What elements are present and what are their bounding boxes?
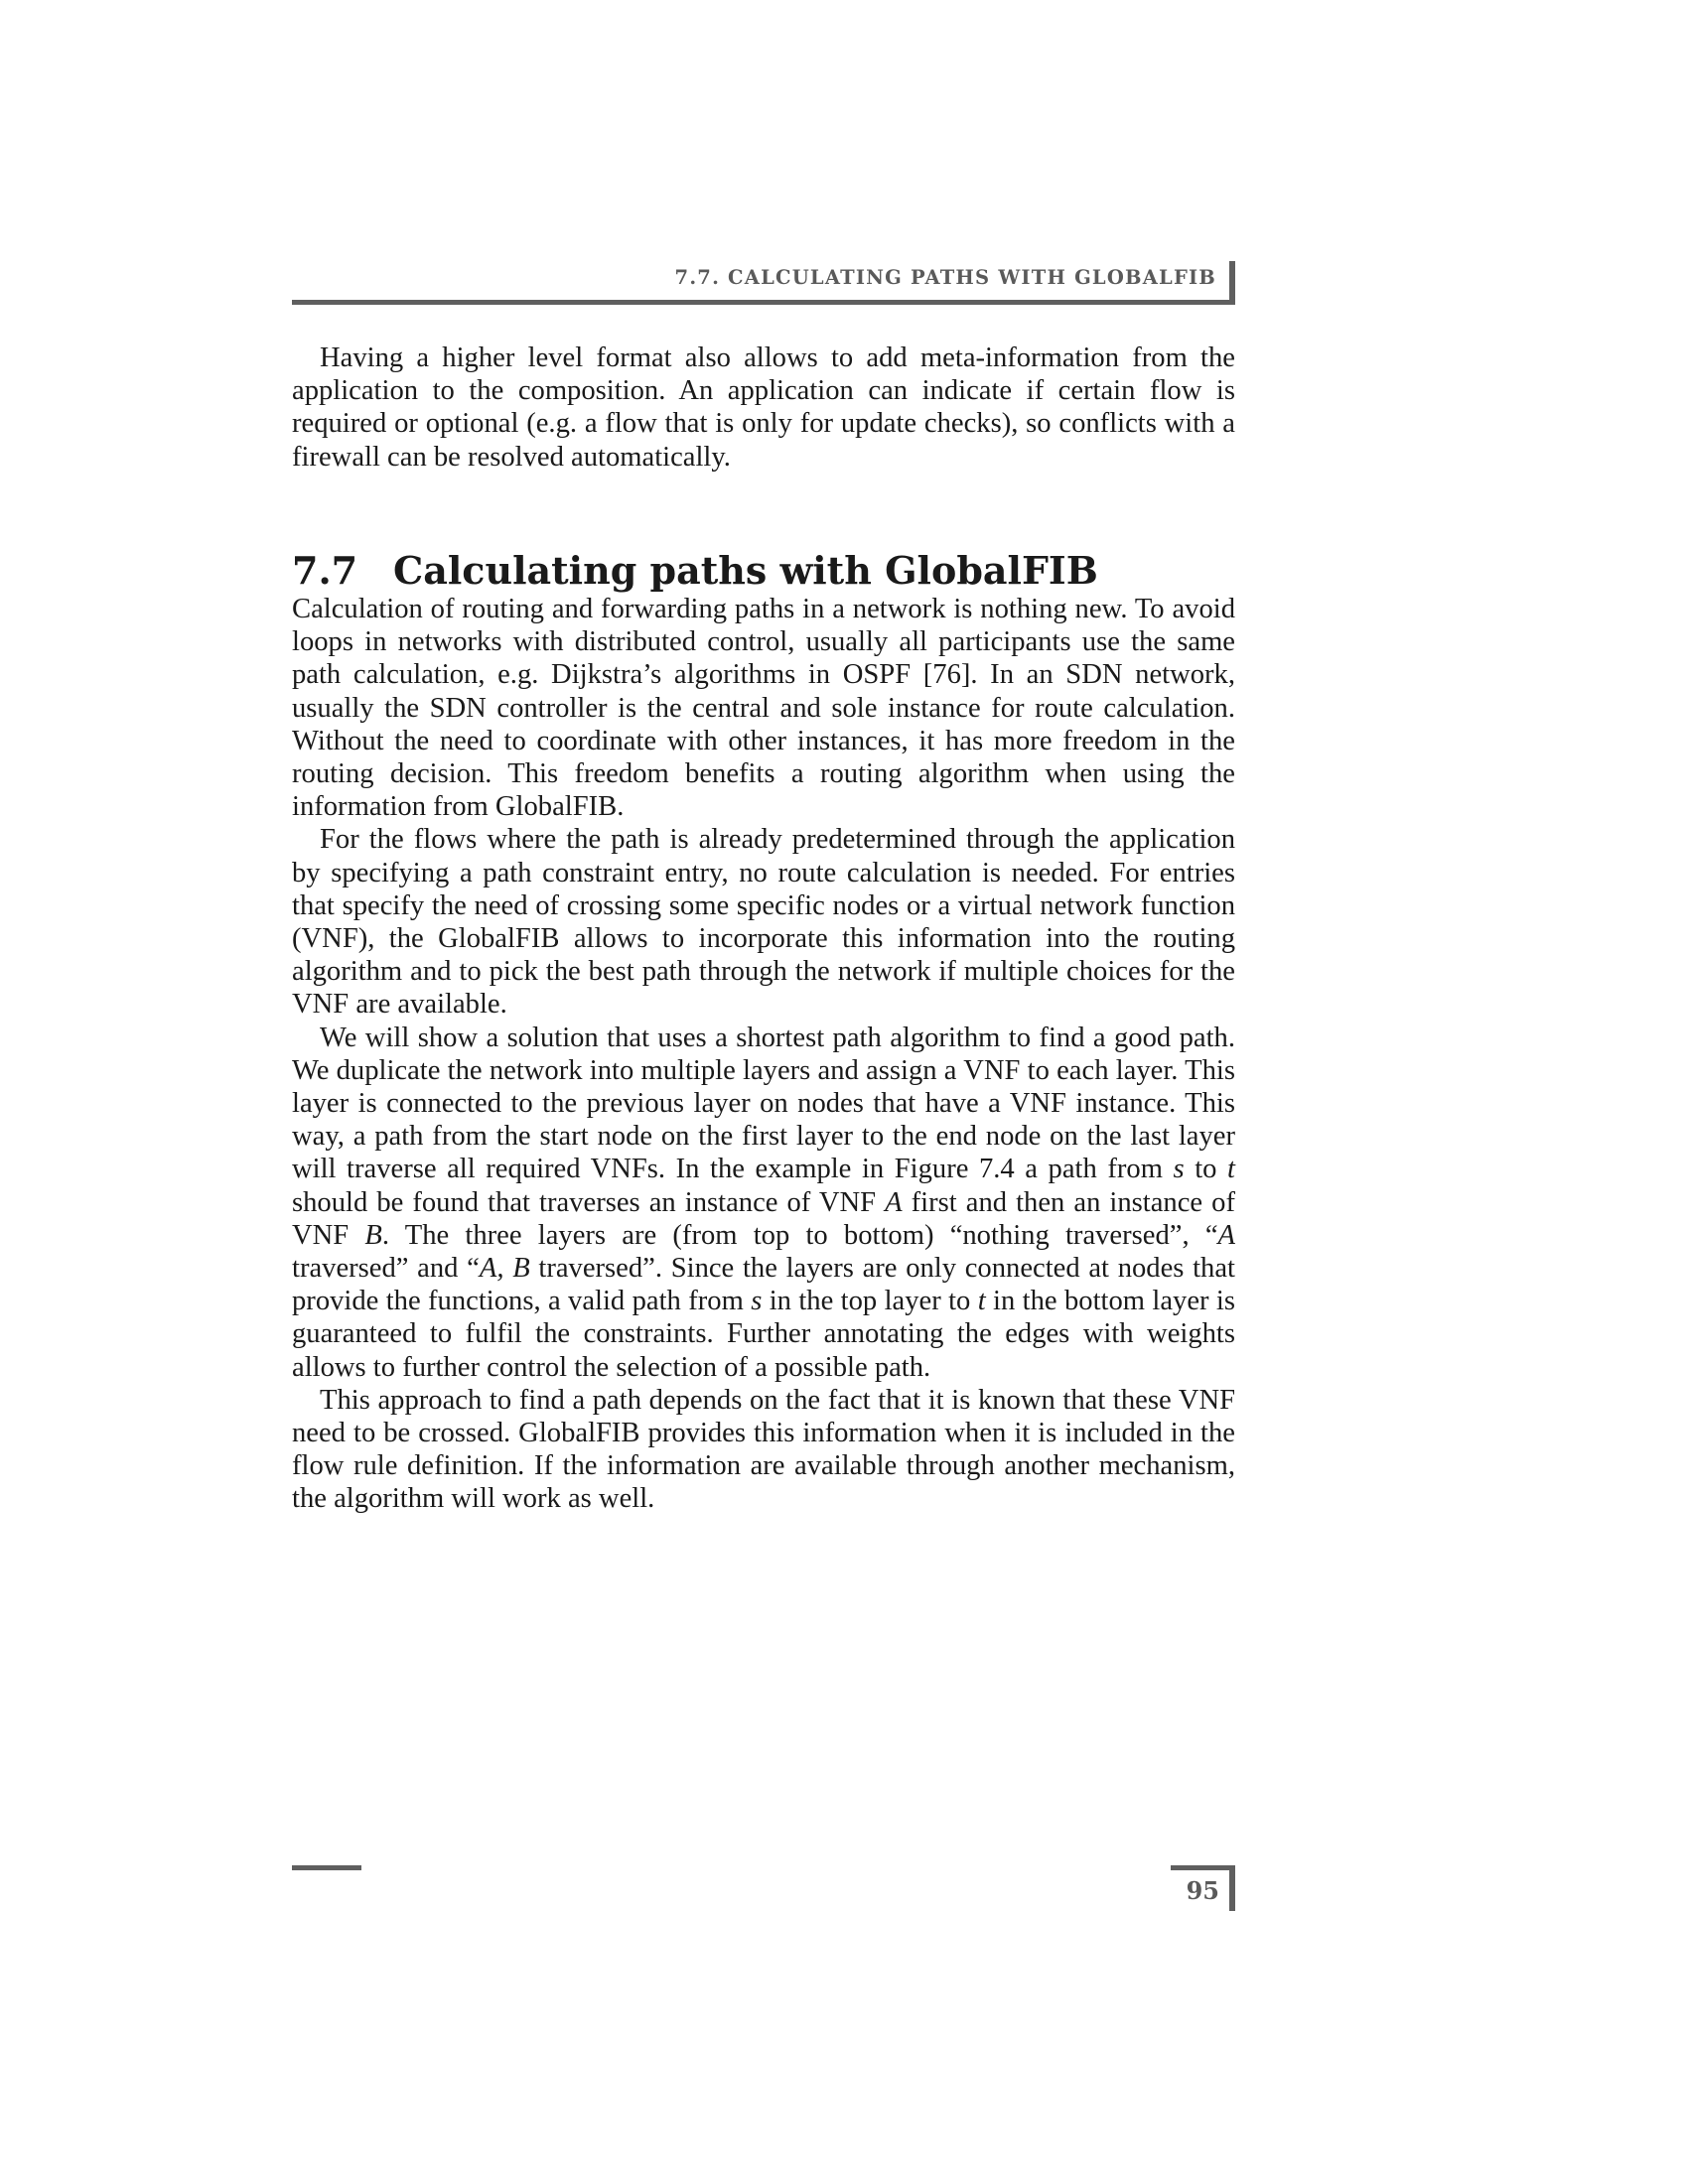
- intro-text: [292, 341, 1235, 474]
- body-paragraph-1: Calculation of routing and forwarding paths in a network is nothing new. To avoid loops in networks with distributed control, usually all participants use the same path calculation, e.g. Dijkstra’s algorithms in OSPF [76]. In an SDN network, usually the SDN controller is the central and sole instance for route calculation. Without the need to coordinate with other instances, it has more freedom in the routing decision. This freedom benefits a routing algorithm when using the information from GlobalFIB.: [292, 594, 1235, 823]
- body-paragraph-2: For the flows where the path is already predetermined through the application by specifying a path constraint entry, no route calculation is needed. For entries that specify the need of crossing some specific nodes or a virtual network function (VNF), the GlobalFIB allows to incorporate this information into the routing algorithm and to pick the best path through the network if multiple choices for the VNF are available.: [292, 824, 1235, 1021]
- section-title: Calculating paths with GlobalFIB: [393, 547, 1098, 593]
- page-number: 95: [1186, 1876, 1219, 1905]
- body-paragraph-3: We will show a solution that uses a shortest path algorithm to find a good path. We duplicate the network into multiple layers and assign a VNF to each layer. This layer is connected to the previous layer on nodes that have a VNF instance. This way, a path from the start node on the first layer to the end node on the last layer will traverse all required VNFs. In the example in Figure 7.4 a path from s to t should be found that traverses an instance of VNF A first and then an instance of VNF B. The three layers are (from top to bottom) “nothing traversed”, “A traversed” and “A, B traversed”. Since the layers are only connected at nodes that provide the functions, a valid path from s in the top layer to t in the bottom layer is guaranteed to fulfil the constraints. Further annotating the edges with weights allows to further control the selection of a possible path.: [292, 1022, 1235, 1383]
- header-bar: [1229, 261, 1235, 305]
- footer-rule-right: [1171, 1865, 1235, 1870]
- running-header: 7.7. CALCULATING PATHS WITH GLOBALFIB: [674, 266, 1216, 289]
- footer-rule-left: [292, 1865, 361, 1870]
- body-paragraph-4: This approach to find a path depends on the fact that it is known that these VNF need to be crossed. GlobalFIB provides this information when it is included in the flow rule definition. If the information are available through another mechanism, the algorithm will work as well.: [292, 1384, 1235, 1515]
- intro-paragraph: Having a higher level format also allows to add meta-information from the application to the composition. An application can indicate if certain flow is required or optional (e.g. a flow that is only for update checks), so conflicts with a firewall can be resolved automatically.: [292, 342, 1235, 473]
- section-heading: [292, 548, 1235, 594]
- footer-bar: [1229, 1865, 1235, 1911]
- section-number: 7.7: [292, 547, 358, 593]
- section-body: [292, 593, 1235, 1516]
- header-rule: [292, 300, 1229, 305]
